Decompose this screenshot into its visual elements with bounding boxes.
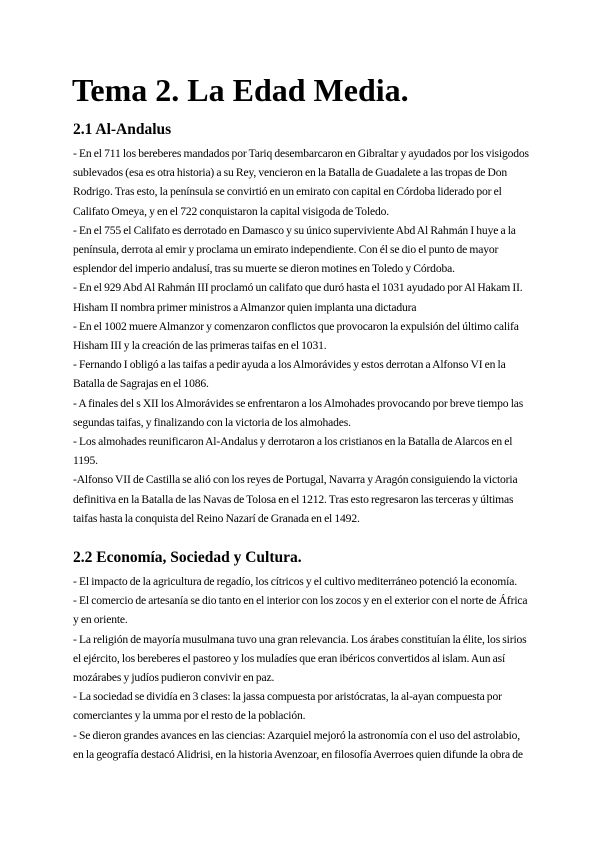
section-body-al-andalus (73, 144, 529, 528)
document-title: Tema 2. La Edad Media. (72, 72, 409, 108)
paragraph: - En el 929 Abd Al Rahmán III proclamó un califato que duró hasta el 1031 ayudado por Al Hakam II. Hisham II nombra primer ministros a Almanzor quien implanta una dictadura (73, 281, 523, 314)
paragraph: - A finales del s XII los Almorávides se enfrentaron a los Almohades provocando por breve tiempo las segundas taifas, y finalizando con la victoria de los almohades. (73, 396, 524, 429)
paragraph: - Los almohades reunificaron Al-Andalus y derrotaron a los cristianos en la Batalla de Alarcos en el 1195. (73, 435, 513, 468)
paragraph: - La religión de mayoría musulmana tuvo una gran relevancia. Los árabes constituían la élite, los sirios el ejército, los bereberes el pastoreo y los muladíes que eran ibéricos convertidos al islam. Aun así mozárabes y judíos pudieron convivir en paz. (73, 632, 527, 685)
paragraph: - En el 711 los bereberes mandados por Tariq desembarcaron en Gibraltar y ayudados por los visigodos sublevados (esa es otra historia) a su Rey, vencieron en la Batalla de Guadalete a las tropas de Don Rodrigo. Tras esto, la península se convirtió en un emirato con capital en Córdoba liderado por el Califato Omeya, y en el 722 conquistaron la capital visigoda de Toledo. (73, 147, 529, 218)
paragraph: - Se dieron grandes avances en las ciencias: Azarquiel mejoró la astronomía con el uso del astrolabio, en la geografía destacó Alidrisi, en la historia Avenzoar, en filosofía Averroes quien difunde la obra de (73, 728, 523, 761)
paragraph: -Alfonso VII de Castilla se alió con los reyes de Portugal, Navarra y Aragón consiguiendo la victoria definitiva en la Batalla de las Navas de Tolosa en el 1212. Tras esto regresaron las terceras y últimas taifas hasta la conquista del Reino Nazarí de Granada en el 1492. (73, 473, 518, 525)
paragraph: - El impacto de la agricultura de regadío, los cítricos y el cultivo mediterráneo potenció la economía. (73, 575, 517, 588)
paragraph: - El comercio de artesanía se dio tanto en el interior con los zocos y en el exterior con el norte de África y en oriente. (73, 594, 528, 627)
section-heading-economia: 2.2 Economía, Sociedad y Cultura. (73, 549, 302, 566)
paragraph: - En el 1002 muere Almanzor y comenzaron conflictos que provocaron la expulsión del último califa Hisham III y la creación de las primeras taifas en el 1031. (73, 319, 519, 353)
section-heading-al-andalus: 2.1 Al-Andalus (73, 121, 172, 138)
section-body-economia (73, 572, 529, 764)
paragraph: - La sociedad se dividía en 3 clases: la jassa compuesta por aristócratas, la al-ayan compuesta por comerciantes y la umma por el resto de la población. (73, 690, 502, 723)
paragraph: - En el 755 el Califato es derrotado en Damasco y su único superviviente Abd Al Rahmán I huye a la península, derrota al emir y proclama un emirato independiente. Con él se dio el punto de mayor esplendor del imperio andalusí, tras su muerte se dieron motines en Toledo y Córdoba. (73, 223, 516, 276)
paragraph: - Fernando I obligó a las taifas a pedir ayuda a los Almorávides y estos derrotan a Alfonso VI en la Batalla de Sagrajas en el 1086. (73, 358, 506, 391)
